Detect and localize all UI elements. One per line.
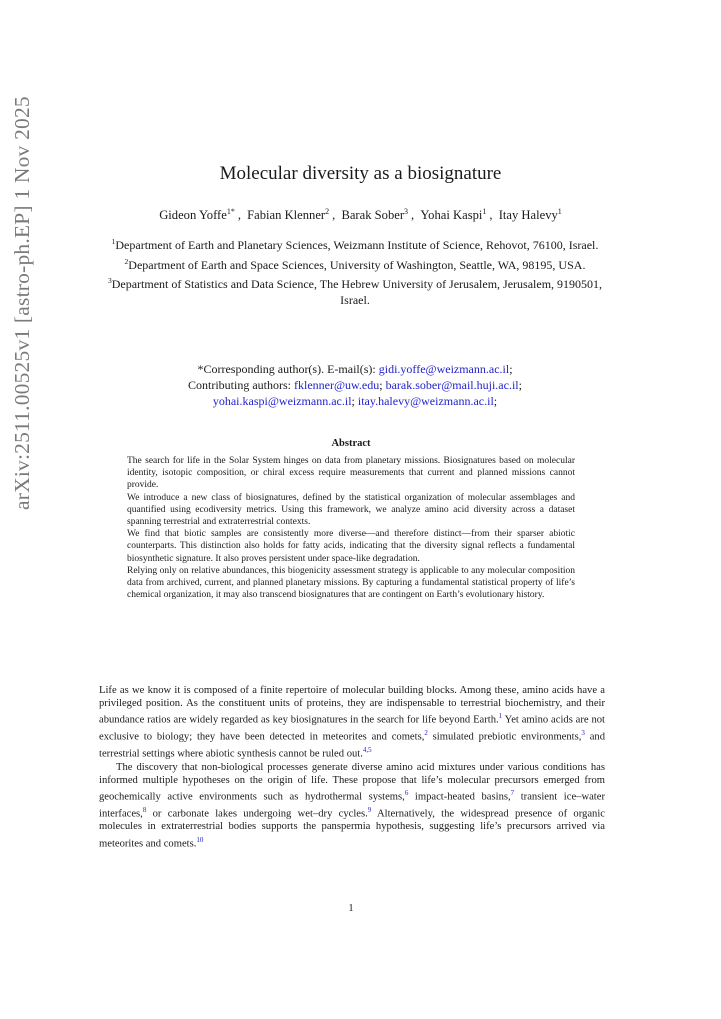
affiliation-list (105, 234, 605, 308)
body-paragraph: The discovery that non-biological processes generate diverse amino acid mixtures under various conditions has informed multiple hypotheses on the origin of life. These propose that life’s molecular precursors emerged from geochemically active environments such as hydrothermal systems,$^6$ impact-heated basins,$^7$ transient ice–water interfaces,$^8$ or carbonate lakes undergoing wet–dry cycles.$^9$ Alternatively, the widespread presence of organic molecules in extraterrestrial bodies supports the panspermia hypothesis, suggesting life’s precursors arrived via meteorites and comets.$^{10}$ (99, 761, 606, 850)
author-name: Fabian Klenner$^2$ (247, 207, 330, 223)
introduction-text (99, 684, 605, 850)
citation-link[interactable]: 9 (367, 805, 372, 814)
abstract-paragraph: The search for life in the Solar System hinges on data from planetary missions. Biosignatures based on molecular identity, isotopic composition, or chiral excess require measurements that current and planned missions cannot provide. (127, 456, 575, 491)
contact-block: *Corresponding author(s). E-mail(s): gidi.yoffe@weizmann.ac.il; Contributing authors: fklenner@uw.edu; barak.sober@mail.huji.ac.il; yohai.kaspi@weizmann.ac.il; itay.halevy@weizmann.ac.il; (188, 362, 522, 408)
citation-link[interactable]: 10 (196, 835, 204, 844)
email-link[interactable]: gidi.yoffe@weizmann.ac.il (378, 362, 510, 376)
abstract-body (127, 455, 575, 601)
citation-link[interactable]: 8 (142, 805, 147, 814)
arxiv-identifier-stamp: arXiv:2511.00525v1 [astro-ph.EP] 1 Nov 2025 (10, 96, 34, 510)
affiliation: $^2$Department of Earth and Space Sciences, University of Washington, Seattle, WA, 98195, USA. (124, 256, 586, 272)
corresponding-label: *Corresponding author(s). E-mail(s): (197, 362, 376, 376)
email-link[interactable]: itay.halevy@weizmann.ac.il (357, 394, 494, 408)
affiliation: $^1$Department of Earth and Planetary Sciences, Weizmann Institute of Science, Rehovot, 76100, Israel. (111, 237, 599, 252)
citation-link[interactable]: 2 (424, 729, 428, 738)
affiliation: $^3$Department of Statistics and Data Science, The Hebrew University of Jerusalem, Jerusalem, 9190501, Israel. (107, 276, 603, 307)
citation-link[interactable]: 6 (404, 789, 409, 798)
abstract-paragraph: We introduce a new class of biosignatures, defined by the statistical organization of molecular assemblages and quantified using ecodiversity metrics. Using this framework, we analyze amino acid diversity across a dataset spanning terrestrial and extraterrestrial contexts. (127, 492, 575, 528)
author-name: Yohai Kaspi$^1$ (420, 207, 487, 223)
paper-title: Molecular diversity as a biosignature (219, 163, 502, 184)
author-name: Barak Sober$^3$ (341, 207, 409, 223)
author-name: Itay Halevy$^1$ (498, 207, 562, 223)
author-name: Gideon Yoffe$^{1*}$ (159, 207, 235, 223)
abstract-paragraph: We find that biotic samples are consistently more diverse—and therefore distinct—from their sparser abiotic counterparts. This distinction also holds for fatty acids, indicating that the diversity signal reflects a fundamental biosynthetic signature. It also proves persistent under space-like degradation. (127, 529, 575, 564)
email-link[interactable]: yohai.kaspi@weizmann.ac.il (212, 394, 352, 408)
citation-link[interactable]: 3 (581, 729, 585, 738)
abstract-heading: Abstract (331, 438, 371, 449)
citation-link[interactable]: 4,5 (362, 745, 372, 754)
abstract-paragraph: Relying only on relative abundances, this biogenicity assessment strategy is applicable to any molecular composition data from archived, current, and planned planetary missions. By capturing a fundamental statistical property of life’s chemical organization, it may also transcend biosignatures that are contingent on Earth’s evolutionary history. (127, 565, 575, 601)
body-paragraph: Life as we know it is composed of a finite repertoire of molecular building blocks. Among these, amino acids have a privileged position. As the constituent units of proteins, they are indispensable to terrestrial biochemistry, and their abundance ratios are widely regarded as key biosignatures in the search for life beyond Earth.$^1$ Yet amino acids are not exclusive to biology; they have been detected in meteorites and comets,$^2$ simulated prebiotic environments,$^3$ and terrestrial settings where abiotic synthesis cannot be ruled out.$^{4,5}$ (99, 685, 605, 760)
contributing-label: Contributing authors: (188, 378, 292, 392)
email-link[interactable]: barak.sober@mail.huji.ac.il (385, 378, 519, 392)
page-number: 1 (348, 903, 354, 914)
email-link[interactable]: fklenner@uw.edu (294, 378, 380, 392)
author-list: Gideon Yoffe$^{1*}$ , Fabian Klenner$^2$ , Barak Sober$^3$ , Yohai Kaspi$^1$ , Itay Halevy$^1$ (159, 207, 562, 223)
citation-link[interactable]: 7 (510, 789, 515, 798)
citation-link[interactable]: 1 (498, 712, 503, 721)
